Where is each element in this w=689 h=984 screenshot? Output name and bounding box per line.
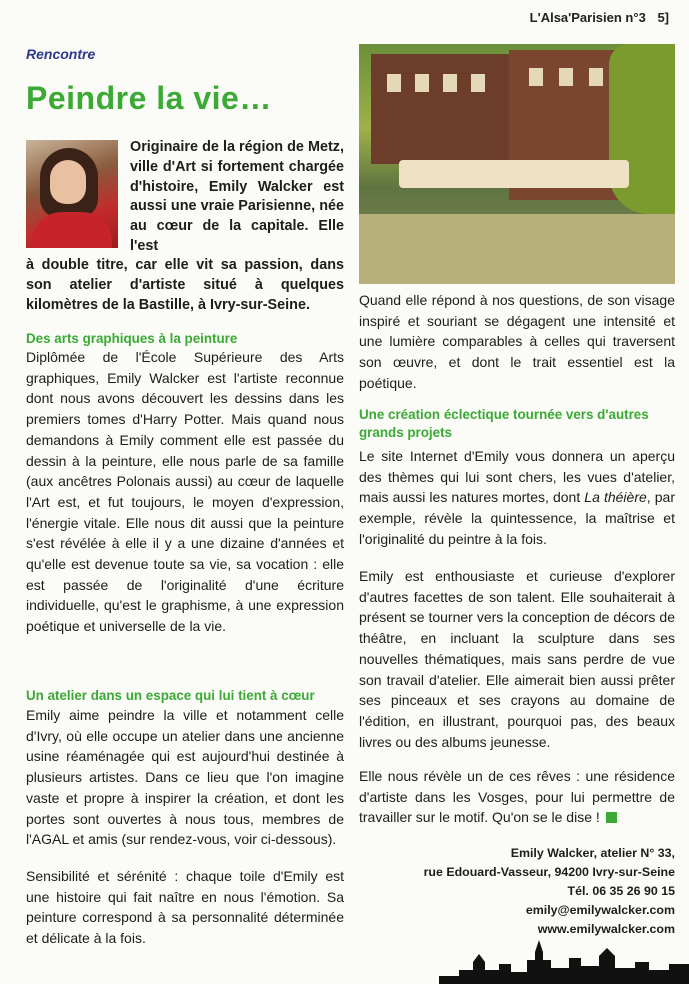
- page-number: 5]: [657, 10, 669, 25]
- section-text-arts: Diplômée de l'École Supérieure des Arts graphiques, Emily Walcker est l'artiste reconnue dont nous avons découvert les dessins dans les premiers tomes d'Harry Potter. Mais quand nous demandons à Emily comment elle est passée du dessin à la peinture, elle nous parle de sa famille (aux ancêtres Polonais aussi) au cœur de laquelle l'Art est, et fut toujours, le moyen d'expression, l'énergie vitale. Elle nous dit aussi que la peinture s'est révélée à elle il y a une dizaine d'années et qu'elle est devenue toute sa vie, sa vocation : elle est passée de l'originalité d'une écriture individuelle, qu'est le graphisme, à une expression poétique et universelle de la vie.: [26, 349, 344, 635]
- magazine-name: L'Alsa'Parisien n°3: [529, 10, 646, 25]
- page-header: [530, 10, 669, 25]
- section-heading-creation: Une création éclectique tournée vers d'autres grands projets: [359, 407, 649, 440]
- contact-phone: Tél. 06 35 26 90 15: [567, 884, 675, 898]
- painting-image: [359, 44, 675, 284]
- artist-portrait: [26, 140, 118, 248]
- city-skyline-graphic: [439, 934, 689, 984]
- intro-paragraph-top: Originaire de la région de Metz, ville d'Art si fortement chargée d'histoire, Emily Walcker est aussi une vraie Parisienne, née au cœur de la capitale. Elle l'est: [130, 139, 344, 254]
- right-intro-paragraph: Quand elle répond à nos questions, de son visage inspiré et souriant se dégagent une intensité et une lumière comparables à celles qui traversent son œuvre, et dont le trait essentiel est la poétique.: [359, 292, 675, 391]
- section-text-creation-1: Le site Internet d'Emily vous donnera un aperçu des thèmes qui lui sont chers, les vues d'atelier, mais aussi les natures mortes, dont La théière, par exemple, révèle la quintessence, la maîtrise et l'originalité du peintre à la fois.: [359, 448, 675, 547]
- intro-paragraph-bottom: à double titre, car elle vit sa passion, dans son atelier d'artiste situé à quelques kilomètres de la Bastille, à Ivry-sur-Seine.: [26, 257, 344, 313]
- end-mark-square: [606, 812, 617, 823]
- contact-name: Emily Walcker, atelier N° 33,: [510, 846, 675, 860]
- article-title: Peindre la vie…: [26, 80, 272, 116]
- section-heading-arts: Des arts graphiques à la peinture: [26, 331, 238, 346]
- contact-email: emily@emilywalcker.com: [525, 903, 675, 917]
- contact-block: [424, 844, 675, 939]
- rubric-label: Rencontre: [26, 46, 96, 62]
- section-text-creation-3: Elle nous révèle un de ces rêves : une résidence d'artiste dans les Vosges, pour lui permettre de travailler sur le motif. Qu'on se le dise !: [359, 768, 675, 826]
- section-heading-atelier: Un atelier dans un espace qui lui tient à cœur: [26, 688, 315, 703]
- section-text-creation-2: Emily est enthousiaste et curieuse d'explorer d'autres facettes de son talent. Elle souhaiterait à présent se tourner vers la conception de décors de théâtre, en incluant la sculpture dans ses nouvelles thématiques, mais sans perdre de vue son travail d'atelier. Elle aimerait bien aussi prêter ses pinceaux et ses crayons au domaine de l'édition, en illustrant, pourquoi pas, des beaux livres ou des albums jeunesse.: [359, 568, 675, 750]
- section-text-atelier-1: Emily aime peindre la ville et notamment celle d'Ivry, où elle occupe un atelier dans une ancienne usine réaménagée qui est aujourd'hui destinée à plusieurs artistes. Dans ce lieu que l'on imagine vaste et propre à inspirer la création, et dont les portes sont ouvertes à nous tous, membres de l'AGAL et amis (sur rendez-vous, voir ci-dessous).: [26, 707, 344, 848]
- contact-website: www.emilywalcker.com: [537, 922, 675, 936]
- contact-address: rue Edouard-Vasseur, 94200 Ivry-sur-Seine: [423, 865, 675, 879]
- section-text-atelier-2: Sensibilité et sérénité : chaque toile d'Emily est une histoire qui fait naître en nous l'émotion. Sa peinture correspond à sa personnalité déterminée et délicate à la fois.: [26, 868, 344, 947]
